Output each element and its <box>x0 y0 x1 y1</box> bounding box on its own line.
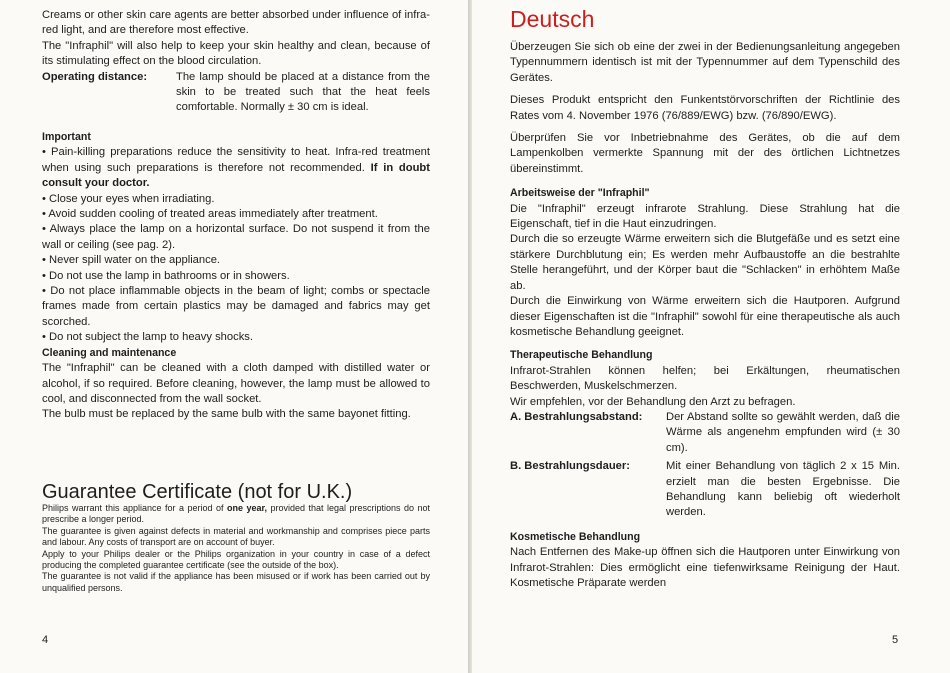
intro-paragraph: Creams or other skin care agents are better absorbed under influence of infra-red light, and are therefore most effective. <box>42 9 430 37</box>
left-page <box>0 0 468 673</box>
bestrahlungsdauer <box>510 459 900 521</box>
paragraph: Dieses Produkt entspricht den Funkentstörvorschriften der Richtlinie des Rates vom 4. November 1976 (76/889/EWG) bzw. (76/890/EWG). <box>510 94 900 122</box>
bullet-item: • Avoid sudden cooling of treated areas immediately after treatment. <box>42 208 378 221</box>
kosmetisch-heading: Kosmetische Behandlung <box>510 530 641 543</box>
paragraph: Infrarot-Strahlen können helfen; bei Erkältungen, rheumatischen Beschwerden, Muskelschmerzen. <box>510 364 900 393</box>
paragraph: Die "Infraphil" erzeugt infrarote Strahlung. Diese Strahlung hat die Eigenschaft, tief in die Haut einzudringen. <box>510 202 900 231</box>
paragraph: Durch die Einwirkung von Wärme erweitern sich die Hautporen. Aufgrund dieser Eigenschaften ist die "Infraphil" sowohl für eine therapeutische als auch kosmetische Behandlung geeignet. <box>510 295 900 338</box>
therapeutisch-heading: Therapeutische Behandlung <box>510 349 653 362</box>
bullet-item: • Always place the lamp on a horizontal surface. Do not suspend it from the wall or ceiling (see pag. 2). <box>42 223 430 251</box>
paragraph: Überprüfen Sie vor Inbetriebnahme des Gerätes, ob die auf dem Lampenkolben vermerkte Spannung mit der des örtlichen Lichtnetzes übereinstimmt. <box>510 132 900 175</box>
bestrahlungsabstand <box>510 410 900 456</box>
cleaning-heading: Cleaning and maintenance <box>42 346 177 359</box>
paragraph: Nach Entfernen des Make-up öffnen sich die Hautporen unter Einwirkung von Infrarot-Strahlen: Dies ermöglicht eine tiefenwirksame Reinigung der Haut. Kosmetische Präparate werden <box>510 546 900 589</box>
bullet-item: • Do not subject the lamp to heavy shocks. <box>42 331 254 344</box>
cleaning-paragraph: The "Infraphil" can be cleaned with a cloth damped with distilled water or alcohol, if so required. Before cleaning, however, the lamp must be allowed to cool, and disconnected from the wall socket. <box>42 362 430 405</box>
guarantee-paragraph: The guarantee is given against defects in material and workmanship and comprises piece parts and labour. Any costs of transport are on account of buyer. <box>42 525 430 548</box>
paragraph: Wir empfehlen, vor der Behandlung den Arzt zu befragen. <box>510 395 796 408</box>
operating-distance-text: The lamp should be placed at a distance from the skin to be treated such that the heat feels comfortable. Normally ± 30 cm is ideal. <box>176 70 430 114</box>
guarantee-paragraph: Philips warrant this appliance for a period of one year, provided that legal prescriptions do not prescribe a longer period. <box>42 503 430 525</box>
paragraph: Durch die so erzeugte Wärme erweitern sich die Blutgefäße und es setzt eine stärkere Durchblutung ein; Es werden mehr Aufbaustoffe an die bestrahlte Stelle herangeführt, und der Körper baut die "Schlacken" in erhöhtem Maße ab. <box>510 233 900 292</box>
term-b: B. Bestrahlungsdauer: <box>510 460 630 473</box>
paragraph: Überzeugen Sie sich ob eine der zwei in der Bedienungsanleitung angegeben Typennummern identisch ist mit der Typennummer auf dem Typenschild des Gerätes. <box>510 41 900 84</box>
important-heading: Important <box>42 131 91 143</box>
arbeitsweise-heading: Arbeitsweise der "Infraphil" <box>510 187 650 200</box>
desc-a: Der Abstand sollte so gewählt werden, daß die Wärme als angenehm empfunden wird (± 30 cm). <box>666 410 900 454</box>
page-number-left: 4 <box>42 634 49 646</box>
operating-distance-term: Operating distance: <box>42 70 148 83</box>
guarantee-paragraph: The guarantee is not valid if the appliance has been misused or if work has been carried out by unqualified persons. <box>42 571 430 593</box>
guarantee-paragraph: Apply to your Philips dealer or the Philips organization in your country in case of a defect producing the completed guarantee certificate (see the outside of the box). <box>42 548 430 571</box>
cleaning-paragraph: The bulb must be replaced by the same bulb with the same bayonet fitting. <box>42 408 411 421</box>
bullet-item: • Do not use the lamp in bathrooms or in showers. <box>42 269 290 282</box>
important-section <box>42 130 430 423</box>
right-content <box>510 40 900 591</box>
term-a: A. Bestrahlungsabstand: <box>510 410 643 423</box>
guarantee-text <box>42 503 430 594</box>
section-title: Deutsch <box>510 6 595 32</box>
guarantee-title: Guarantee Certificate (not for U.K.) <box>42 481 353 503</box>
desc-b: Mit einer Behandlung von täglich 2 x 15 Min. erzielt man die besten Ergebnisse. Die Behandlung kann beliebig oft wiederholt werden. <box>666 460 900 519</box>
left-intro <box>42 8 430 116</box>
bullet-item: • Pain-killing preparations reduce the sensitivity to heat. Infra-red treatment when using such preparations is therefore not recommended. If in doubt consult your doctor. <box>42 146 430 190</box>
bullet-item: • Never spill water on the appliance. <box>42 254 221 267</box>
bullet-item: • Do not place inflammable objects in the beam of light; combs or spectacle frames made from certain plastics may be damaged and fabrics may get scorched. <box>42 285 431 328</box>
operating-distance <box>42 70 430 116</box>
intro-paragraph: The "Infraphil" will also help to keep your skin healthy and clean, because of its stimulating effect on the blood circulation. <box>42 39 430 68</box>
bullet-item: • Close your eyes when irradiating. <box>42 192 215 205</box>
page-number-right: 5 <box>892 634 899 646</box>
